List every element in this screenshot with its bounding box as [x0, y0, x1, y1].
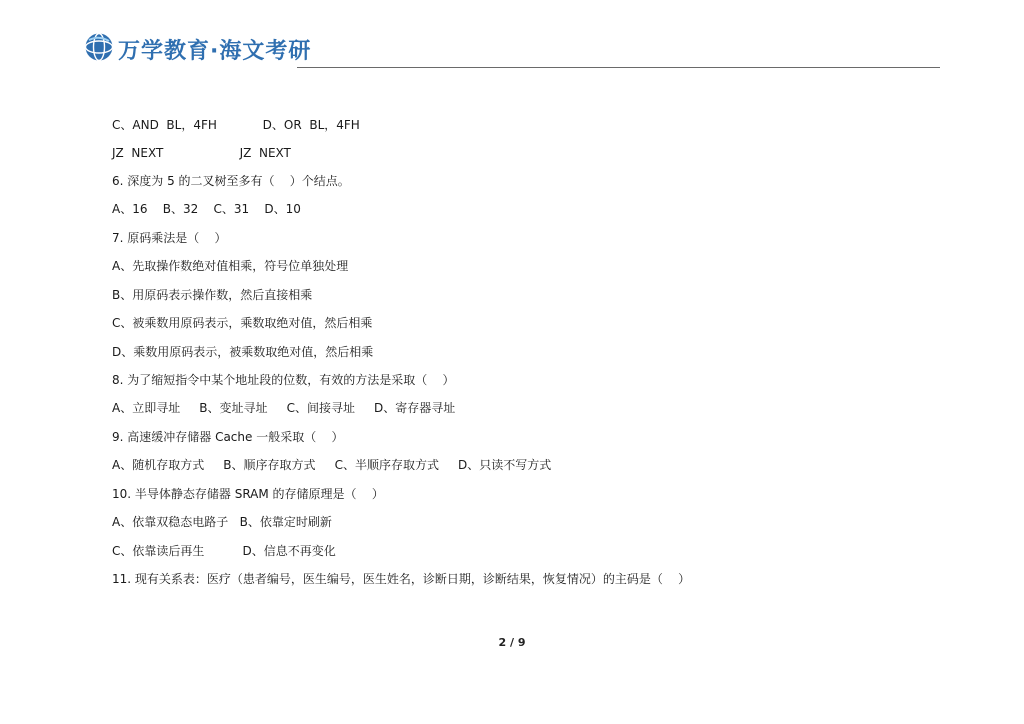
question-6-options: A、16 B、32 C、31 D、10 [112, 202, 301, 216]
question-9: 9. 高速缓冲存储器 Cache 一般采取（ ） [112, 430, 344, 444]
question-6: 6. 深度为 5 的二叉树至多有（ ）个结点。 [112, 174, 350, 188]
option-line: C、AND BL，4FH D、OR BL，4FH [112, 118, 360, 132]
question-11: 11. 现有关系表：医疗（患者编号，医生编号，医生姓名，诊断日期，诊断结果，恢复情况）的主码是（ ） [112, 572, 691, 586]
question-10: 10. 半导体静态存储器 SRAM 的存储原理是（ ） [112, 487, 384, 501]
brand-name: 万学教育·海文考研 [118, 39, 312, 64]
question-10-options-cd: C、依靠读后再生 D、信息不再变化 [112, 544, 336, 558]
question-7-option-c: C、被乘数用原码表示，乘数取绝对值，然后相乘 [112, 316, 373, 330]
page-header [84, 30, 940, 70]
question-7-option-d: D、乘数用原码表示，被乘数取绝对值，然后相乘 [112, 345, 374, 359]
question-7-option-b: B、用原码表示操作数，然后直接相乘 [112, 288, 313, 302]
page-number: 2 / 9 [498, 636, 526, 649]
option-line: JZ NEXT JZ NEXT [112, 146, 291, 160]
question-10-options-ab: A、依靠双稳态电路子 B、依靠定时刷新 [112, 515, 332, 529]
question-8-options: A、立即寻址 B、变址寻址 C、间接寻址 D、寄存器寻址 [112, 401, 456, 415]
header-divider [297, 67, 940, 68]
globe-logo-icon [84, 32, 114, 62]
question-7: 7. 原码乘法是（ ） [112, 231, 227, 245]
question-8: 8. 为了缩短指令中某个地址段的位数，有效的方法是采取（ ） [112, 373, 455, 387]
question-7-option-a: A、先取操作数绝对值相乘，符号位单独处理 [112, 259, 349, 273]
question-9-options: A、随机存取方式 B、顺序存取方式 C、半顺序存取方式 D、只读不写方式 [112, 458, 552, 472]
